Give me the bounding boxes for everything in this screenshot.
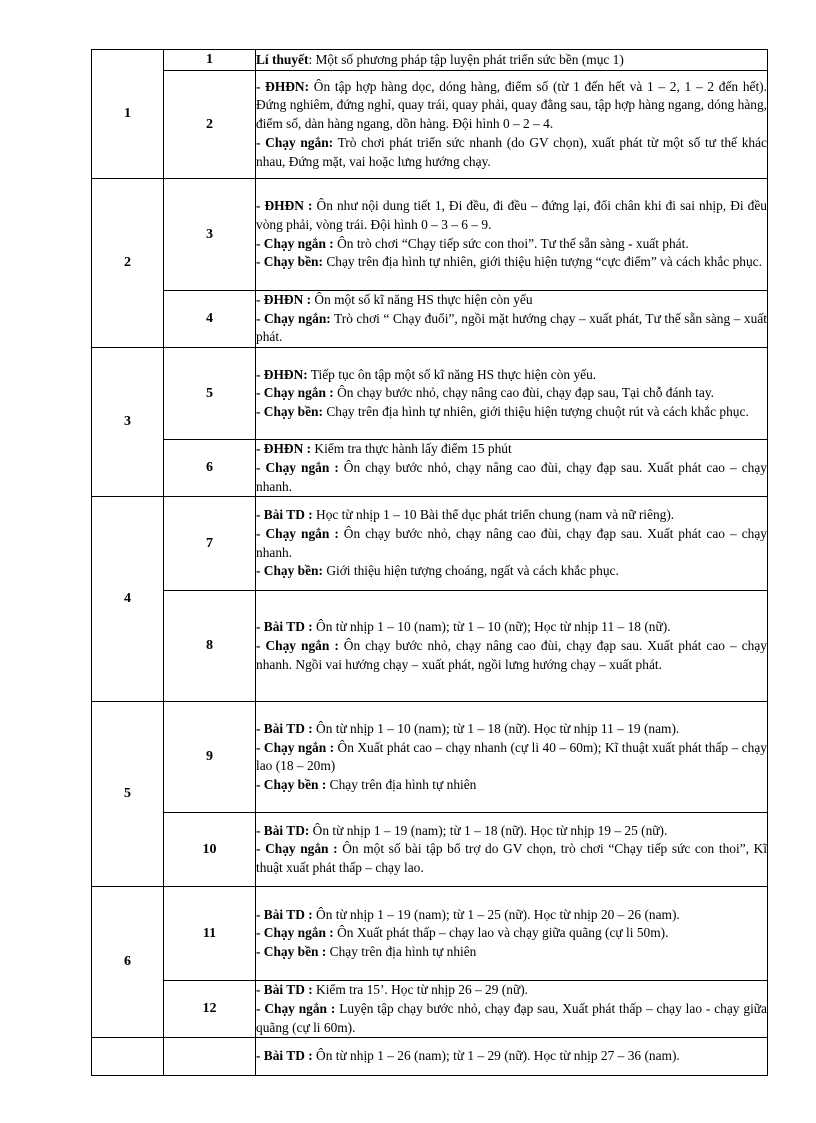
content-item-text: Ôn Xuất phát cao – chạy nhanh (cự li 40 – 60m); Kĩ thuật xuất phát thấp – chạy lao (18 – 20m): [256, 739, 767, 774]
content-item-text: Trò chơi “ Chạy đuổi”, ngồi mặt hướng chạy – xuất phát, Tư thế sẵn sàng – xuất phát.: [256, 310, 767, 345]
content-item-text: Luyện tập chạy bước nhỏ, chạy đạp sau, Xuất phát thấp – chạy lao - chạy giữa quãng (cự li 60m).: [256, 1000, 767, 1035]
content-item: [256, 618, 767, 637]
lesson-row: [92, 1038, 768, 1076]
content-item-text: Ôn từ nhịp 1 – 26 (nam); từ 1 – 29 (nữ). Học từ nhịp 27 – 36 (nam).: [312, 1048, 680, 1064]
content-item-label: - Chạy ngắn :: [256, 235, 334, 251]
content-item: [256, 924, 767, 943]
week-number: 6: [92, 887, 164, 1038]
lesson-row: [92, 348, 768, 440]
content-item: [256, 440, 767, 459]
content-item-label: - Chạy ngắn :: [256, 459, 339, 475]
lesson-content: [256, 813, 768, 887]
content-item-text: Ôn như nội dung tiết 1, Đi đều, đi đều – đứng lại, đổi chân khi đi sai nhịp, Đi đều vòng phải, vòng trái. Đội hình 0 – 3 – 6 – 9.: [256, 198, 767, 232]
content-item-label: - Chạy ngắn:: [256, 134, 334, 150]
content-item-text: Chạy trên địa hình tự nhiên: [326, 944, 477, 960]
lesson-number: 8: [164, 591, 256, 702]
content-item: [256, 197, 767, 234]
content-item-label: - Chạy bền:: [256, 563, 323, 579]
content-item-text: Ôn từ nhịp 1 – 10 (nam); từ 1 – 18 (nữ). Học từ nhịp 11 – 19 (nam).: [312, 720, 680, 736]
content-item-label: - Chạy ngắn :: [256, 1000, 336, 1016]
content-item: [256, 384, 767, 403]
content-item-label: - ĐHĐN :: [256, 441, 312, 457]
lesson-number: 6: [164, 440, 256, 497]
lesson-row: [92, 813, 768, 887]
content-item: [256, 822, 767, 841]
content-item-text: Ôn từ nhịp 1 – 19 (nam); từ 1 – 25 (nữ). Học từ nhịp 20 – 26 (nam).: [312, 906, 680, 922]
content-item-label: - ĐHĐN:: [256, 366, 308, 382]
content-item-label: - Chạy ngắn :: [256, 385, 334, 401]
content-item-label: - Bài TD :: [256, 906, 313, 922]
content-item-label: - Chạy bền :: [256, 776, 327, 792]
content-item-label: - Chạy bền:: [256, 254, 323, 270]
lesson-content: [256, 440, 768, 497]
lesson-number: [164, 1038, 256, 1076]
content-item-label: - Bài TD:: [256, 822, 310, 838]
content-item-text: Giới thiệu hiện tượng choáng, ngất và cách khắc phục.: [322, 563, 619, 579]
content-item: [256, 78, 767, 134]
content-item-text: Chạy trên địa hình tự nhiên, giới thiệu hiện tượng chuột rút và cách khắc phục.: [322, 403, 749, 419]
lesson-content: [256, 887, 768, 981]
lesson-row: [92, 981, 768, 1038]
lesson-number: 11: [164, 887, 256, 981]
lesson-row: [92, 71, 768, 179]
lesson-number: 3: [164, 179, 256, 291]
lesson-number: 4: [164, 291, 256, 348]
lesson-number: 1: [164, 50, 256, 71]
content-item-label: - Chạy ngắn:: [256, 310, 331, 326]
content-item-label: Lí thuyết: [256, 51, 309, 67]
content-item: [256, 637, 767, 674]
week-number: 3: [92, 348, 164, 497]
content-item-text: : Một số phương pháp tập luyện phát triển sức bền (mục 1): [308, 51, 624, 67]
content-item-text: Ôn tập hợp hàng dọc, dóng hàng, điểm số (từ 1 đến hết và 1 – 2, 1 – 2 đến hết). Đứng nghiêm, đứng nghỉ, quay trái, quay phải, quay đằng sau, tập hợp hàng ngang, dóng hàng, điểm số, dàn hàng ngang, dồn hàng. Đội hình 0 – 2 – 4.: [256, 78, 767, 132]
lesson-number: 10: [164, 813, 256, 887]
content-item: [256, 1047, 767, 1066]
content-item-text: Chạy trên địa hình tự nhiên, giới thiệu hiện tượng “cực điểm” và cách khắc phục.: [322, 254, 762, 270]
content-item: [256, 310, 767, 347]
lesson-number: 5: [164, 348, 256, 440]
content-item: [256, 403, 767, 422]
content-item-text: Kiểm tra 15’. Học từ nhịp 26 – 29 (nữ).: [312, 982, 529, 998]
week-number: 2: [92, 179, 164, 348]
lesson-content: [256, 497, 768, 591]
content-item: [256, 51, 767, 70]
content-item-label: - Chạy ngắn :: [256, 526, 339, 542]
content-item-text: Trò chơi phát triển sức nhanh (do GV chọn), xuất phát từ một số tư thế khác nhau, Đứng mặt, vai hoặc lưng hướng chạy.: [256, 134, 767, 169]
content-item: [256, 235, 767, 254]
lesson-content: [256, 179, 768, 291]
lesson-content: [256, 702, 768, 813]
lesson-plan-table: [91, 49, 768, 1076]
content-item: [256, 253, 767, 272]
content-item-text: Chạy trên địa hình tự nhiên: [326, 776, 477, 792]
lesson-number: 2: [164, 71, 256, 179]
content-item: [256, 459, 767, 496]
lesson-content: [256, 1038, 768, 1076]
lesson-plan-body: [92, 50, 768, 1076]
lesson-row: [92, 591, 768, 702]
lesson-content: [256, 291, 768, 348]
lesson-content: [256, 50, 768, 71]
lesson-row: [92, 179, 768, 291]
content-item: [256, 366, 767, 385]
content-item-label: - Chạy ngắn :: [256, 925, 334, 941]
content-item-text: Ôn chạy bước nhỏ, chạy nâng cao đùi, chạy đạp sau. Xuất phát cao – chạy nhanh.: [256, 526, 767, 560]
content-item-text: Ôn từ nhịp 1 – 19 (nam); từ 1 – 18 (nữ). Học từ nhịp 19 – 25 (nữ).: [309, 822, 668, 838]
content-item: [256, 525, 767, 562]
content-item: [256, 506, 767, 525]
content-item-label: - Bài TD :: [256, 720, 313, 736]
content-item-label: - Chạy ngắn :: [256, 739, 335, 755]
content-item: [256, 1000, 767, 1037]
week-number: [92, 1038, 164, 1076]
content-item-text: Ôn một số kĩ năng HS thực hiện còn yếu: [311, 292, 533, 307]
content-item-label: - Bài TD :: [256, 1048, 313, 1064]
lesson-content: [256, 981, 768, 1038]
content-item-text: Tiếp tục ôn tập một số kĩ năng HS thực hiện còn yếu.: [307, 366, 597, 382]
content-item-label: - Chạy bền:: [256, 403, 323, 419]
content-item: [256, 739, 767, 776]
content-item-label: - ĐHĐN:: [256, 78, 310, 94]
lesson-row: [92, 702, 768, 813]
content-item-label: - ĐHĐN :: [256, 198, 313, 214]
lesson-row: [92, 291, 768, 348]
lesson-number: 9: [164, 702, 256, 813]
content-item-label: - Chạy bền :: [256, 944, 327, 960]
lesson-row: [92, 497, 768, 591]
content-item-text: Ôn từ nhịp 1 – 10 (nam); từ 1 – 10 (nữ); Học từ nhịp 11 – 18 (nữ).: [312, 619, 671, 635]
content-item: [256, 134, 767, 171]
content-item-label: - Chạy ngắn :: [256, 841, 338, 857]
content-item-text: Ôn trò chơi “Chạy tiếp sức con thoi”. Tư thế sẵn sàng - xuất phát.: [333, 235, 689, 251]
lesson-number: 7: [164, 497, 256, 591]
content-item: [256, 981, 767, 1000]
lesson-content: [256, 348, 768, 440]
lesson-content: [256, 591, 768, 702]
content-item-text: Ôn một số bài tập bổ trợ do GV chọn, trò chơi “Chạy tiếp sức con thoi”, Kĩ thuật xuất phát thấp – chạy lao.: [256, 841, 767, 876]
content-item-text: Ôn chạy bước nhỏ, chạy nâng cao đùi, chạy đạp sau. Xuất phát cao – chạy nhanh.: [256, 459, 767, 494]
content-item: [256, 720, 767, 739]
content-item-text: Kiểm tra thực hành lấy điểm 15 phút: [311, 441, 512, 457]
content-item: [256, 776, 767, 795]
content-item-label: - Bài TD :: [256, 619, 313, 635]
week-number: 5: [92, 702, 164, 887]
content-item-label: - ĐHĐN :: [256, 292, 312, 307]
content-item-text: Học từ nhịp 1 – 10 Bài thể dục phát triển chung (nam và nữ riêng).: [312, 507, 675, 523]
content-item: [256, 562, 767, 581]
content-item: [256, 291, 767, 310]
content-item-text: Ôn Xuất phát thấp – chạy lao và chạy giữa quãng (cự li 50m).: [333, 925, 669, 941]
content-item-text: Ôn chạy bước nhỏ, chạy nâng cao đùi, chạy đạp sau, Tại chỗ đánh tay.: [333, 385, 714, 401]
content-item-label: - Bài TD :: [256, 982, 313, 998]
lesson-row: [92, 887, 768, 981]
lesson-row: [92, 50, 768, 71]
lesson-number: 12: [164, 981, 256, 1038]
week-number: 4: [92, 497, 164, 702]
content-item-label: - Bài TD :: [256, 507, 313, 523]
content-item: [256, 943, 767, 962]
content-item: [256, 840, 767, 877]
content-item-label: - Chạy ngắn :: [256, 637, 339, 653]
content-item-text: Ôn chạy bước nhỏ, chạy nâng cao đùi, chạy đạp sau. Xuất phát cao – chạy nhanh. Ngồi vai hướng chạy – xuất phát, ngồi lưng hướng chạy – xuất phát.: [256, 637, 767, 672]
lesson-row: [92, 440, 768, 497]
lesson-content: [256, 71, 768, 179]
week-number: 1: [92, 50, 164, 179]
content-item: [256, 906, 767, 925]
